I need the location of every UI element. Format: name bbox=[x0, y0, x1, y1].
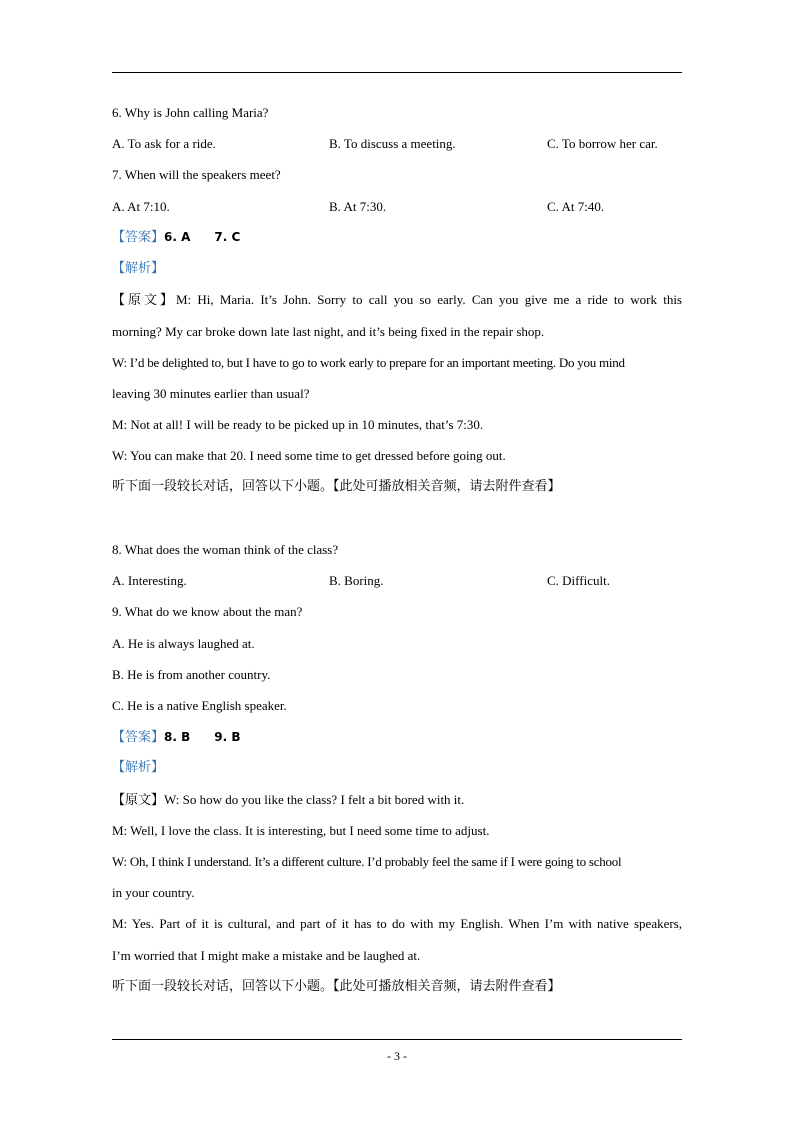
answer-6: 6. A bbox=[164, 230, 191, 244]
transcript-1-line-1 bbox=[112, 292, 682, 309]
q9-option-c: C. He is a native English speaker. bbox=[112, 698, 287, 713]
q6-option-b: B. To discuss a meeting. bbox=[329, 136, 456, 151]
answer-8: 8. B bbox=[164, 730, 191, 744]
transcript-2-line-1 bbox=[112, 792, 464, 809]
analysis-label-1: 【解析】 bbox=[112, 261, 165, 276]
header-rule bbox=[112, 72, 682, 73]
answer-9: 9. B bbox=[214, 730, 241, 744]
transcript-1-line-3: W: I’d be delighted to, but I have to go to work early to prepare for an important meeting. Do you mind bbox=[112, 355, 625, 370]
analysis-label-2: 【解析】 bbox=[112, 760, 165, 775]
answer-7: 7. C bbox=[214, 230, 241, 244]
q7-option-b: B. At 7:30. bbox=[329, 199, 387, 214]
transcript-tag: 【原文】 bbox=[112, 293, 176, 308]
answer-tag: 【答案】 bbox=[112, 230, 165, 245]
transcript-2-line-2: M: Well, I love the class. It is interesting, but I need some time to adjust. bbox=[112, 823, 490, 838]
footer-rule bbox=[112, 1039, 682, 1040]
answer-block-2 bbox=[112, 729, 240, 746]
q6-option-a: A. To ask for a ride. bbox=[112, 136, 216, 151]
q8-option-b: B. Boring. bbox=[329, 573, 384, 588]
q7-option-a: A. At 7:10. bbox=[112, 199, 170, 214]
transcript-2-line-5: M: Yes. Part of it is cultural, and part of it has to do with my English. When I’m with native speakers, bbox=[112, 916, 682, 931]
question-6: 6. Why is John calling Maria? bbox=[112, 105, 269, 120]
transcript-2-line-6: I’m worried that I might make a mistake and be laughed at. bbox=[112, 948, 421, 963]
transcript-1-line-5: M: Not at all! I will be ready to be picked up in 10 minutes, that’s 7:30. bbox=[112, 417, 484, 432]
transcript-2-line-3: W: Oh, I think I understand. It’s a different culture. I’d probably feel the same if I were going to school bbox=[112, 854, 622, 869]
transcript-1-line-6: W: You can make that 20. I need some time to get dressed before going out. bbox=[112, 448, 506, 463]
listen-prompt-1: 听下面一段较长对话，回答以下小题。【此处可播放相关音频，请去附件查看】 bbox=[112, 479, 561, 494]
q9-option-b: B. He is from another country. bbox=[112, 667, 271, 682]
transcript-2-line-4: in your country. bbox=[112, 885, 195, 900]
question-7: 7. When will the speakers meet? bbox=[112, 167, 281, 182]
transcript-1-line-2: morning? My car broke down late last night, and it’s being fixed in the repair shop. bbox=[112, 324, 545, 339]
transcript-tag: 【原文】 bbox=[112, 793, 165, 808]
transcript-1-text-1: M: Hi, Maria. It’s John. Sorry to call you so early. Can you give me a ride to work this bbox=[175, 292, 682, 307]
transcript-1-line-4: leaving 30 minutes earlier than usual? bbox=[112, 386, 310, 401]
transcript-2-text-1: W: So how do you like the class? I felt a bit bored with it. bbox=[164, 792, 465, 807]
q9-option-a: A. He is always laughed at. bbox=[112, 636, 255, 651]
question-9: 9. What do we know about the man? bbox=[112, 604, 303, 619]
answer-tag: 【答案】 bbox=[112, 730, 165, 745]
q8-option-c: C. Difficult. bbox=[547, 573, 610, 588]
page-number: - 3 - bbox=[387, 1049, 407, 1063]
q8-option-a: A. Interesting. bbox=[112, 573, 187, 588]
q7-option-c: C. At 7:40. bbox=[547, 199, 605, 214]
listen-prompt-2: 听下面一段较长对话，回答以下小题。【此处可播放相关音频，请去附件查看】 bbox=[112, 979, 561, 994]
question-8: 8. What does the woman think of the class? bbox=[112, 542, 339, 557]
answer-block-1 bbox=[112, 229, 240, 246]
q6-option-c: C. To borrow her car. bbox=[547, 136, 658, 151]
